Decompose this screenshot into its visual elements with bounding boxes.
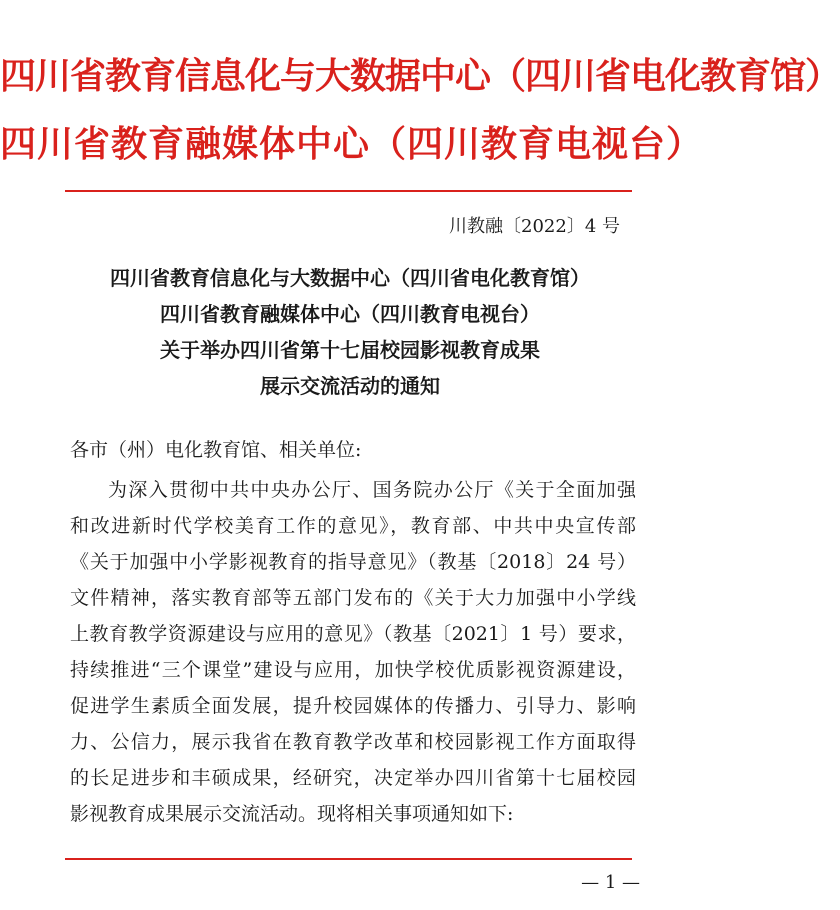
salutation: 各市（州）电化教育馆、相关单位:: [70, 439, 362, 461]
body-text-line: 促进学生素质全面发展，提升校园媒体的传播力、引导力、影响: [70, 695, 636, 717]
body-text-line: 的长足进步和丰硕成果，经研究，决定举办四川省第十七届校园: [70, 767, 636, 789]
document-title-line-4: 展示交流活动的通知: [260, 374, 440, 398]
issuer-header-line-1: 四川省教育信息化与大数据中心（四川省电化教育馆）: [0, 56, 840, 97]
body-text-line: 上教育教学资源建设与应用的意见》（教基〔2021〕1 号）要求，: [70, 623, 636, 645]
body-text-line: 和改进新时代学校美育工作的意见》，教育部、中共中央宣传部: [70, 515, 636, 537]
body-text-line: 影视教育成果展示交流活动。现将相关事项通知如下:: [70, 803, 514, 825]
document-number: 川教融〔2022〕4 号: [449, 216, 620, 237]
body-text-line: 为深入贯彻中共中央办公厅、国务院办公厅《关于全面加强: [108, 479, 636, 501]
document-title-line-1: 四川省教育信息化与大数据中心（四川省电化教育馆）: [110, 266, 590, 290]
body-text-line: 力、公信力，展示我省在教育教学改革和校园影视工作方面取得: [70, 731, 636, 753]
body-text-line: 持续推进“三个课堂”建设与应用，加快学校优质影视资源建设，: [70, 659, 636, 681]
footer-red-rule: [65, 858, 632, 860]
body-text-line: 文件精神，落实教育部等五部门发布的《关于大力加强中小学线: [70, 587, 636, 609]
page-number: — 1 —: [581, 872, 640, 893]
body-text-line: 《关于加强中小学影视教育的指导意见》（教基〔2018〕24 号）: [70, 551, 636, 573]
header-red-rule: [65, 190, 632, 192]
issuer-header-line-2: 四川省教育融媒体中心（四川教育电视台）: [0, 124, 704, 165]
document-title-line-2: 四川省教育融媒体中心（四川教育电视台）: [160, 302, 540, 326]
document-title-line-3: 关于举办四川省第十七届校园影视教育成果: [160, 338, 540, 362]
